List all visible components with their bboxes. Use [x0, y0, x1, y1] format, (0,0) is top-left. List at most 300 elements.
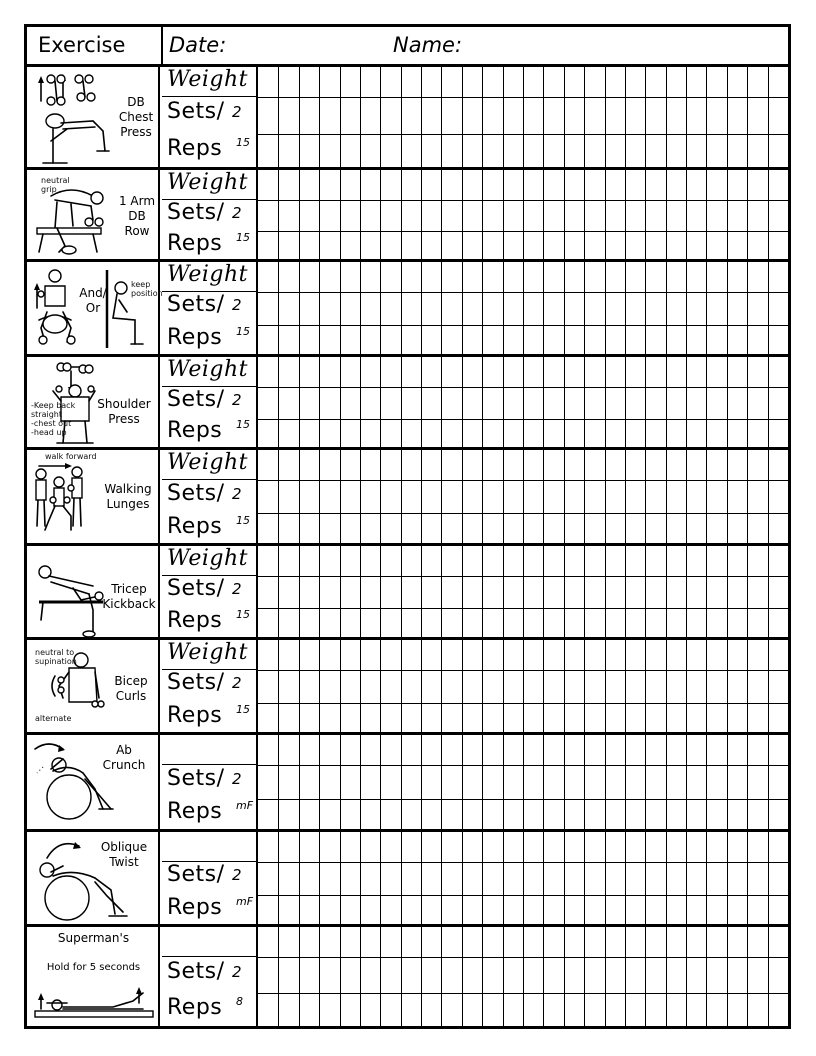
- grid-column-divider: [727, 832, 728, 924]
- grid-column-divider: [462, 927, 463, 1029]
- grid-column-divider: [625, 450, 626, 543]
- grid-column-divider: [503, 262, 504, 354]
- exercise-name: [113, 194, 161, 239]
- grid-column-divider: [645, 262, 646, 354]
- grid-column-divider: [747, 735, 748, 829]
- grid-column-divider: [706, 546, 707, 637]
- grid-column-divider: [523, 67, 524, 167]
- grid-column-divider: [299, 262, 300, 354]
- workout-log-sheet: [24, 24, 791, 1029]
- grid-column-divider: [278, 450, 279, 543]
- date-field-label: Date:: [169, 33, 227, 57]
- grid-column-divider: [299, 67, 300, 167]
- grid-column-divider: [584, 735, 585, 829]
- exercise-name-line: Chest: [118, 110, 154, 124]
- exercise-block: [27, 357, 788, 450]
- sets-label: Sets/: [167, 576, 225, 601]
- grid-column-divider: [605, 832, 606, 924]
- grid-column-divider: [625, 546, 626, 637]
- grid-column-divider: [686, 450, 687, 543]
- grid-column-divider: [666, 262, 667, 354]
- grid-column-divider: [747, 832, 748, 924]
- exercise-note: [41, 176, 70, 194]
- grid-column-divider: [278, 170, 279, 259]
- grid-column-divider: [278, 262, 279, 354]
- grid-column-divider: [747, 262, 748, 354]
- grid-column-divider: [360, 927, 361, 1029]
- weight-label-row: [162, 170, 256, 200]
- grid-column-divider: [543, 67, 544, 167]
- exercise-note: [131, 280, 163, 298]
- exercise-note-line: neutral to: [35, 648, 75, 657]
- grid-column-divider: [625, 67, 626, 167]
- exercise-name-line: Press: [108, 412, 140, 426]
- weight-label-row: [162, 832, 256, 862]
- exercise-note: [35, 714, 71, 723]
- grid-column-divider: [340, 735, 341, 829]
- grid-column-divider: [727, 450, 728, 543]
- grid-column-divider: [319, 357, 320, 447]
- grid-column-divider: [482, 735, 483, 829]
- grid-column-divider: [401, 262, 402, 354]
- weight-label-row: [162, 67, 256, 97]
- grid-column-divider: [706, 357, 707, 447]
- grid-column-divider: [380, 450, 381, 543]
- grid-column-divider: [686, 170, 687, 259]
- grid-column-divider: [747, 450, 748, 543]
- weight-label-row: [162, 262, 256, 292]
- grid-column-divider: [421, 262, 422, 354]
- exercise-cell: [27, 67, 160, 167]
- weight-label-row: [162, 640, 256, 670]
- sets-label: Sets/: [167, 292, 225, 318]
- grid-column-divider: [299, 640, 300, 732]
- sets-label: Sets/: [167, 480, 225, 506]
- exercise-name: [97, 582, 161, 612]
- grid-column-divider: [421, 170, 422, 259]
- exercise-name-line: Tricep: [111, 582, 147, 596]
- grid-column-divider: [523, 546, 524, 637]
- grid-column-divider: [605, 927, 606, 1029]
- exercise-note-line: position: [131, 289, 163, 298]
- weight-label-row: [162, 357, 256, 387]
- grid-column-divider: [564, 640, 565, 732]
- tracking-grid[interactable]: [258, 67, 788, 167]
- exercise-name-line: Lunges: [106, 497, 150, 511]
- label-column: [162, 640, 258, 732]
- grid-column-divider: [747, 67, 748, 167]
- grid-column-divider: [441, 450, 442, 543]
- exercise-name-line: Hold for 5 seconds: [46, 962, 141, 973]
- grid-column-divider: [340, 927, 341, 1029]
- exercise-note-line: -head up: [31, 428, 67, 437]
- grid-column-divider: [768, 832, 769, 924]
- grid-column-divider: [706, 170, 707, 259]
- reps-label: Reps: [167, 702, 223, 728]
- grid-column-divider: [686, 832, 687, 924]
- exercise-name-line: Superman's: [57, 931, 130, 945]
- grid-column-divider: [727, 67, 728, 167]
- superman-hold-figure-icon: [33, 985, 157, 1025]
- grid-column-divider: [564, 450, 565, 543]
- grid-column-divider: [605, 640, 606, 732]
- grid-column-divider: [625, 832, 626, 924]
- exercise-name-line: Bicep: [114, 674, 148, 688]
- tracking-grid[interactable]: [258, 170, 788, 259]
- exercise-note-line: neutral: [41, 176, 70, 185]
- weight-label: Weight: [167, 450, 248, 475]
- grid-column-divider: [747, 357, 748, 447]
- grid-column-divider: [686, 357, 687, 447]
- reps-value: 15: [236, 230, 250, 244]
- exercise-name-line: And/: [79, 286, 107, 300]
- exercise-note: [31, 401, 75, 437]
- grid-column-divider: [482, 546, 483, 637]
- reps-value: mF: [236, 894, 254, 908]
- grid-column-divider: [441, 927, 442, 1029]
- grid-column-divider: [523, 357, 524, 447]
- grid-column-divider: [605, 735, 606, 829]
- grid-column-divider: [462, 546, 463, 637]
- grid-column-divider: [768, 927, 769, 1029]
- reps-label: Reps: [167, 418, 223, 444]
- reps-label: Reps: [167, 513, 223, 539]
- grid-column-divider: [543, 832, 544, 924]
- grid-column-divider: [441, 832, 442, 924]
- exercise-name: [73, 286, 113, 316]
- exercise-cell: [27, 262, 163, 354]
- grid-column-divider: [401, 170, 402, 259]
- tracking-grid[interactable]: [258, 927, 788, 1029]
- grid-column-divider: [380, 832, 381, 924]
- grid-column-divider: [564, 546, 565, 637]
- exercise-note-line: supination: [35, 657, 77, 666]
- grid-column-divider: [584, 450, 585, 543]
- grid-column-divider: [666, 546, 667, 637]
- grid-column-divider: [360, 170, 361, 259]
- tracking-grid[interactable]: [258, 832, 788, 924]
- grid-column-divider: [727, 640, 728, 732]
- label-column: [162, 170, 258, 259]
- grid-column-divider: [666, 450, 667, 543]
- tracking-grid[interactable]: [258, 640, 788, 732]
- grid-column-divider: [768, 450, 769, 543]
- grid-column-divider: [278, 927, 279, 1029]
- exercise-note: [35, 648, 77, 666]
- lunge-figure-icon: [29, 460, 95, 538]
- grid-column-divider: [482, 927, 483, 1029]
- grid-column-divider: [360, 67, 361, 167]
- grid-column-divider: [462, 832, 463, 924]
- header-row: [27, 27, 788, 67]
- tracking-grid[interactable]: [258, 735, 788, 829]
- grid-column-divider: [462, 357, 463, 447]
- grid-column-divider: [666, 927, 667, 1029]
- grid-column-divider: [360, 450, 361, 543]
- sets-value: 2: [232, 580, 242, 598]
- sets-value: 2: [232, 103, 242, 122]
- reps-value: 8: [236, 995, 243, 1008]
- grid-column-divider: [278, 67, 279, 167]
- grid-column-divider: [482, 640, 483, 732]
- grid-column-divider: [543, 262, 544, 354]
- grid-column-divider: [768, 357, 769, 447]
- grid-column-divider: [523, 170, 524, 259]
- weight-label: Weight: [167, 262, 248, 287]
- grid-column-divider: [503, 357, 504, 447]
- grid-column-divider: [645, 170, 646, 259]
- exercise-name-line: Crunch: [102, 758, 146, 772]
- grid-column-divider: [564, 170, 565, 259]
- grid-column-divider: [462, 735, 463, 829]
- grid-column-divider: [706, 640, 707, 732]
- exercise-name-line: Walking: [104, 482, 152, 496]
- grid-column-divider: [299, 357, 300, 447]
- tracking-grid[interactable]: [258, 262, 788, 354]
- grid-column-divider: [768, 735, 769, 829]
- grid-column-divider: [462, 450, 463, 543]
- grid-column-divider: [401, 640, 402, 732]
- reps-label: Reps: [167, 608, 223, 633]
- grid-column-divider: [706, 832, 707, 924]
- grid-column-divider: [340, 450, 341, 543]
- grid-column-divider: [340, 546, 341, 637]
- grid-column-divider: [584, 927, 585, 1029]
- sets-value: 2: [232, 296, 242, 315]
- grid-column-divider: [360, 832, 361, 924]
- grid-column-divider: [503, 832, 504, 924]
- sets-value: 2: [232, 203, 242, 222]
- grid-column-divider: [666, 357, 667, 447]
- grid-column-divider: [543, 357, 544, 447]
- grid-column-divider: [319, 67, 320, 167]
- sets-value: 2: [232, 484, 242, 503]
- grid-column-divider: [625, 262, 626, 354]
- grid-column-divider: [727, 546, 728, 637]
- grid-column-divider: [401, 450, 402, 543]
- exercise-note-line: -chest out: [31, 419, 72, 428]
- grid-column-divider: [625, 170, 626, 259]
- grid-column-divider: [340, 170, 341, 259]
- grid-column-divider: [421, 927, 422, 1029]
- exercise-block: [27, 640, 788, 735]
- reps-value: 15: [236, 418, 250, 432]
- grid-column-divider: [319, 927, 320, 1029]
- exercise-name-line: Shoulder: [97, 397, 151, 411]
- grid-column-divider: [645, 735, 646, 829]
- sets-value: 2: [232, 674, 242, 693]
- grid-column-divider: [747, 640, 748, 732]
- exercise-name: [87, 397, 161, 427]
- grid-column-divider: [421, 67, 422, 167]
- exercise-block: [27, 170, 788, 262]
- grid-column-divider: [299, 735, 300, 829]
- grid-column-divider: [686, 67, 687, 167]
- label-column: [162, 67, 258, 167]
- grid-column-divider: [564, 927, 565, 1029]
- grid-column-divider: [441, 357, 442, 447]
- exercise-cell: [27, 832, 160, 924]
- exercise-cell: [27, 640, 160, 732]
- reps-label: Reps: [167, 324, 223, 350]
- exercise-name: [27, 931, 160, 976]
- grid-column-divider: [482, 357, 483, 447]
- grid-column-divider: [543, 640, 544, 732]
- grid-column-divider: [441, 640, 442, 732]
- grid-column-divider: [747, 927, 748, 1029]
- weight-label: Weight: [167, 357, 248, 382]
- chest-press-figure-icon: [33, 71, 113, 171]
- grid-column-divider: [706, 262, 707, 354]
- grid-column-divider: [421, 640, 422, 732]
- grid-column-divider: [380, 735, 381, 829]
- grid-column-divider: [299, 832, 300, 924]
- grid-column-divider: [421, 357, 422, 447]
- exercise-name-line: DB: [128, 209, 146, 223]
- exercise-block: [27, 832, 788, 927]
- grid-column-divider: [319, 450, 320, 543]
- grid-column-divider: [543, 927, 544, 1029]
- exercise-name: [95, 482, 161, 512]
- reps-value: mF: [236, 799, 254, 813]
- grid-column-divider: [564, 832, 565, 924]
- grid-column-divider: [340, 67, 341, 167]
- grid-column-divider: [605, 546, 606, 637]
- exercise-cell: [27, 170, 160, 259]
- reps-label: Reps: [167, 799, 223, 825]
- grid-column-divider: [299, 450, 300, 543]
- reps-value: 15: [236, 513, 250, 527]
- grid-column-divider: [319, 262, 320, 354]
- grid-column-divider: [523, 640, 524, 732]
- weight-label-row: [162, 546, 256, 576]
- grid-column-divider: [543, 735, 544, 829]
- grid-column-divider: [584, 546, 585, 637]
- grid-column-divider: [584, 640, 585, 732]
- grid-column-divider: [706, 67, 707, 167]
- grid-column-divider: [584, 67, 585, 167]
- grid-column-divider: [666, 170, 667, 259]
- exercise-name-line: Or: [85, 301, 101, 315]
- label-column: [162, 546, 258, 637]
- grid-column-divider: [584, 357, 585, 447]
- reps-value: 15: [236, 135, 250, 149]
- grid-column-divider: [747, 546, 748, 637]
- grid-column-divider: [380, 927, 381, 1029]
- tracking-grid[interactable]: [258, 357, 788, 447]
- exercise-name-line: DB: [127, 95, 145, 109]
- grid-column-divider: [278, 832, 279, 924]
- grid-column-divider: [401, 927, 402, 1029]
- grid-column-divider: [421, 832, 422, 924]
- grid-column-divider: [401, 546, 402, 637]
- grid-column-divider: [706, 735, 707, 829]
- grid-column-divider: [503, 67, 504, 167]
- grid-column-divider: [360, 735, 361, 829]
- grid-column-divider: [686, 735, 687, 829]
- exercise-name-line: [27, 946, 160, 961]
- grid-column-divider: [768, 262, 769, 354]
- grid-column-divider: [441, 67, 442, 167]
- sets-label: Sets/: [167, 99, 225, 125]
- grid-column-divider: [727, 927, 728, 1029]
- grid-column-divider: [584, 262, 585, 354]
- grid-column-divider: [564, 735, 565, 829]
- tracking-grid[interactable]: [258, 450, 788, 543]
- reps-value: 15: [236, 702, 250, 716]
- tracking-grid[interactable]: [258, 546, 788, 637]
- reps-label: Reps: [167, 894, 223, 920]
- grid-column-divider: [727, 357, 728, 447]
- weight-label: Weight: [167, 546, 248, 571]
- grid-column-divider: [666, 640, 667, 732]
- reps-label: Reps: [167, 995, 223, 1020]
- grid-column-divider: [523, 735, 524, 829]
- grid-column-divider: [421, 450, 422, 543]
- exercise-block: [27, 927, 788, 1029]
- grid-column-divider: [706, 450, 707, 543]
- exercise-cell: [27, 357, 160, 447]
- grid-column-divider: [421, 546, 422, 637]
- grid-column-divider: [768, 546, 769, 637]
- grid-column-divider: [380, 640, 381, 732]
- exercise-name-line: Twist: [109, 855, 139, 869]
- grid-column-divider: [360, 357, 361, 447]
- grid-column-divider: [645, 67, 646, 167]
- grid-column-divider: [401, 357, 402, 447]
- grid-column-divider: [706, 927, 707, 1029]
- grid-column-divider: [360, 640, 361, 732]
- grid-column-divider: [380, 67, 381, 167]
- grid-column-divider: [278, 735, 279, 829]
- grid-column-divider: [605, 170, 606, 259]
- grid-column-divider: [768, 640, 769, 732]
- exercise-note-line: alternate: [35, 714, 72, 723]
- grid-column-divider: [278, 640, 279, 732]
- exercise-name-line: Kickback: [102, 597, 156, 611]
- grid-column-divider: [605, 450, 606, 543]
- exercise-name-line: Press: [120, 125, 152, 139]
- exercise-name-line: Row: [124, 224, 150, 238]
- grid-column-divider: [401, 735, 402, 829]
- weight-label: Weight: [167, 170, 248, 195]
- grid-column-divider: [747, 170, 748, 259]
- weight-label: Weight: [167, 67, 248, 92]
- grid-column-divider: [319, 640, 320, 732]
- label-column: [162, 357, 258, 447]
- grid-column-divider: [482, 262, 483, 354]
- grid-column-divider: [299, 927, 300, 1029]
- grid-column-divider: [625, 357, 626, 447]
- exercise-column-header: Exercise: [27, 27, 163, 64]
- grid-column-divider: [503, 640, 504, 732]
- reps-value: 15: [236, 324, 250, 338]
- exercise-name-line: Curls: [115, 689, 147, 703]
- grid-column-divider: [523, 832, 524, 924]
- grid-column-divider: [523, 927, 524, 1029]
- grid-column-divider: [319, 735, 320, 829]
- sets-value: 2: [232, 769, 242, 788]
- sets-label: Sets/: [167, 959, 225, 984]
- grid-column-divider: [686, 546, 687, 637]
- grid-column-divider: [340, 640, 341, 732]
- grid-column-divider: [319, 170, 320, 259]
- exercise-name: [87, 743, 161, 773]
- exercise-block: [27, 67, 788, 170]
- reps-value: 15: [236, 608, 250, 621]
- grid-column-divider: [564, 357, 565, 447]
- grid-column-divider: [645, 832, 646, 924]
